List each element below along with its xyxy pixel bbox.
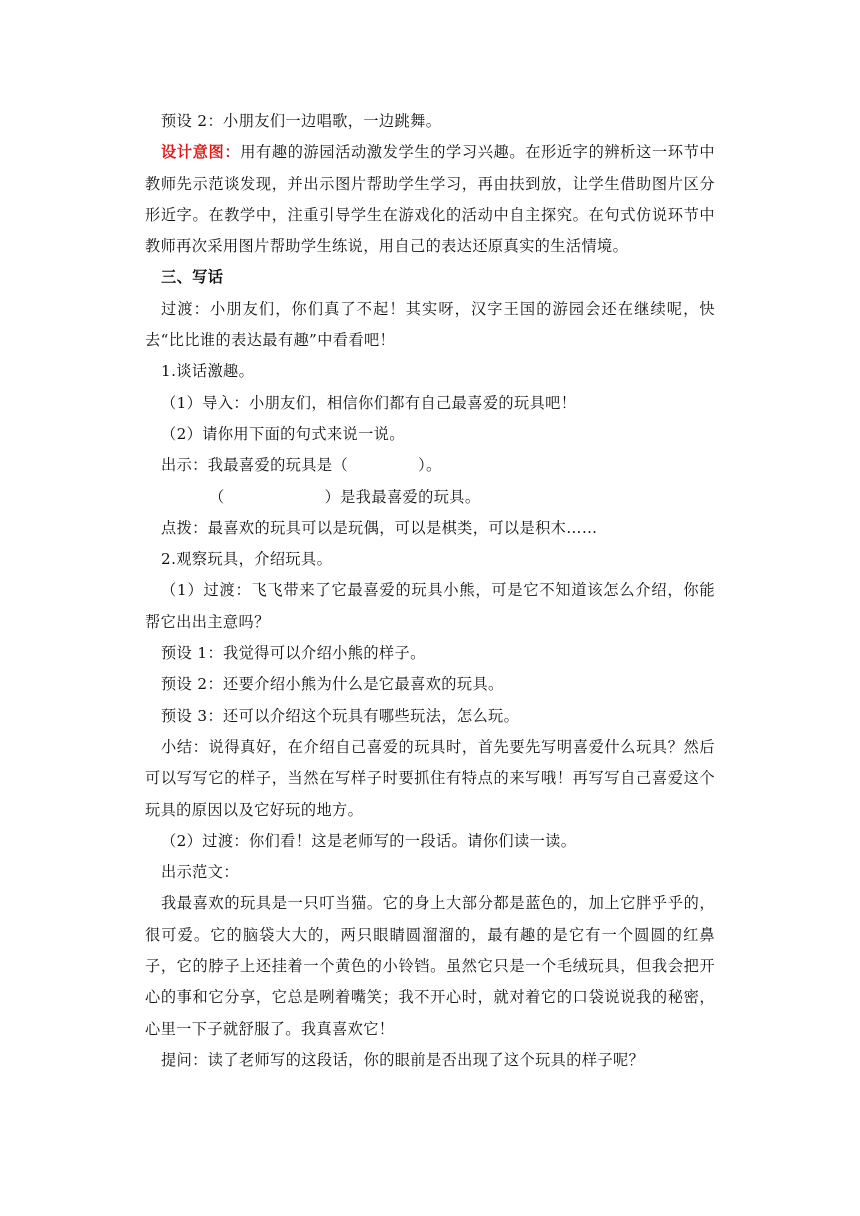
preset-3: 预设 3：还可以介绍这个玩具有哪些玩法，怎么玩。 — [161, 706, 520, 725]
sample-essay: 我最喜欢的玩具是一只叮当猫。它的身上大部分都是蓝色的，加上它胖乎乎的，很可爱。它的脑袋大大的，两只眼睛圆溜溜的，最有趣的是它有一个圆圆的红鼻子，它的脖子上还挂着一个黄色的小铃铛。虽然它只是一个毛绒玩具，但我会把开心的事和它分享，它总是咧着嘴笑；我不开心时，就对着它的口袋说说我的秘密，心里一下子就舒服了。我真喜欢它！ — [145, 894, 715, 1038]
item-1-1: （1）导入：小朋友们，相信你们都有自己最喜爱的玩具吧！ — [161, 393, 577, 412]
tip-paragraph: 点拨：最喜欢的玩具可以是玩偶，可以是棋类，可以是积木…… — [161, 518, 598, 537]
pattern-rest: ）是我最喜爱的玩具。 — [324, 487, 481, 506]
summary-paragraph: 小结：说得真好，在介绍自己喜爱的玩具时，首先要先写明喜爱什么玩具？然后可以写写它的样子，当然在写样子时要抓住有特点的来写哦！再写写自己喜爱这个玩具的原因以及它好玩的地方。 — [145, 737, 715, 819]
show-prefix: 出示：我最喜爱的玩具是（ — [161, 456, 349, 475]
document-body — [145, 106, 715, 1076]
design-intent-text: 用有趣的游园活动激发学生的学习兴趣。在形近字的辨析这一环节中教师先示范谈发现，并出示图片帮助学生学习，再由扶到放，让学生借助图片区分形近字。在教学中，注重引导学生在游戏化的活动中自主探究。在句式仿说环节中教师再次采用图片帮助学生练说，用自己的表达还原真实的生活情境。 — [145, 143, 716, 256]
item-2-heading: 2.观察玩具，介绍玩具。 — [161, 550, 333, 569]
item-2-1: （1）过渡：飞飞带来了它最喜爱的玩具小熊，可是它不知道该怎么介绍，你能帮它出出主意吗？ — [145, 581, 715, 631]
item-1-2: （2）请你用下面的句式来说一说。 — [161, 424, 405, 443]
section-heading-writing: 三、写话 — [161, 268, 224, 287]
question-paragraph: 提问：读了老师写的这段话，你的眼前是否出现了这个玩具的样子呢？ — [161, 1050, 645, 1069]
sentence-pattern-two — [145, 482, 715, 513]
sample-label: 出示范文： — [161, 863, 239, 882]
transition-paragraph: 过渡：小朋友们，你们真了不起！其实呀，汉字王国的游园会还在继续呢，快去“比比谁的表达最有趣”中看看吧！ — [145, 299, 715, 350]
preset-2-dance: 预设 2：小朋友们一边唱歌，一边跳舞。 — [161, 112, 442, 130]
sentence-pattern-show — [145, 450, 715, 481]
item-1-heading: 1.谈话激趣。 — [161, 362, 255, 381]
preset-2: 预设 2：还要介绍小熊为什么是它最喜欢的玩具。 — [161, 675, 504, 694]
show-suffix: ）。 — [418, 456, 442, 475]
pattern-open: （ — [209, 487, 225, 506]
preset-1: 预设 1：我觉得可以介绍小熊的样子。 — [161, 644, 426, 663]
design-intent-label: 设计意图： — [161, 143, 241, 162]
item-2-2: （2）过渡：你们看！这是老师写的一段话。请你们读一读。 — [161, 831, 577, 850]
design-intent-paragraph — [145, 137, 715, 262]
